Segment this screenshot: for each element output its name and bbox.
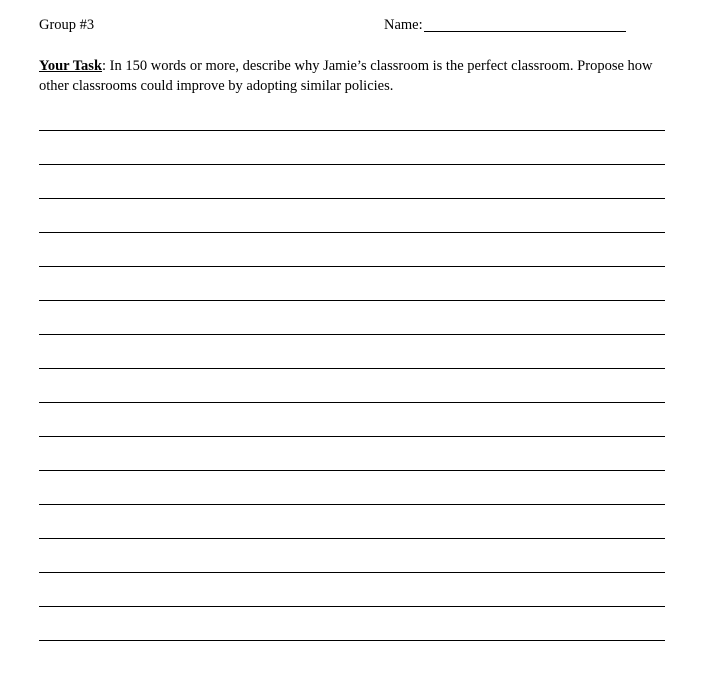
name-label: Name: bbox=[384, 17, 423, 33]
answer-line[interactable] bbox=[39, 300, 665, 301]
answer-line[interactable] bbox=[39, 504, 665, 505]
answer-line[interactable] bbox=[39, 572, 665, 573]
answer-lines[interactable] bbox=[39, 130, 665, 674]
answer-line[interactable] bbox=[39, 538, 665, 539]
answer-line[interactable] bbox=[39, 640, 665, 641]
name-blank-line[interactable] bbox=[424, 17, 626, 32]
group-label: Group #3 bbox=[39, 17, 95, 33]
answer-line[interactable] bbox=[39, 470, 665, 471]
task-text: In 150 words or more, describe why Jamie’s classroom is the perfect classroom. Propose how other classrooms could improve by adopting similar policies. bbox=[39, 58, 653, 94]
answer-line[interactable] bbox=[39, 368, 665, 369]
answer-line[interactable] bbox=[39, 402, 665, 403]
task-title: Your Task bbox=[39, 58, 103, 74]
task-colon: : bbox=[102, 58, 107, 74]
answer-line[interactable] bbox=[39, 606, 665, 607]
answer-line[interactable] bbox=[39, 436, 665, 437]
task-instructions bbox=[39, 56, 669, 96]
answer-line[interactable] bbox=[39, 130, 665, 131]
answer-line[interactable] bbox=[39, 232, 665, 233]
name-field bbox=[384, 16, 626, 34]
answer-line[interactable] bbox=[39, 164, 665, 165]
answer-line[interactable] bbox=[39, 334, 665, 335]
answer-line[interactable] bbox=[39, 198, 665, 199]
answer-line[interactable] bbox=[39, 266, 665, 267]
